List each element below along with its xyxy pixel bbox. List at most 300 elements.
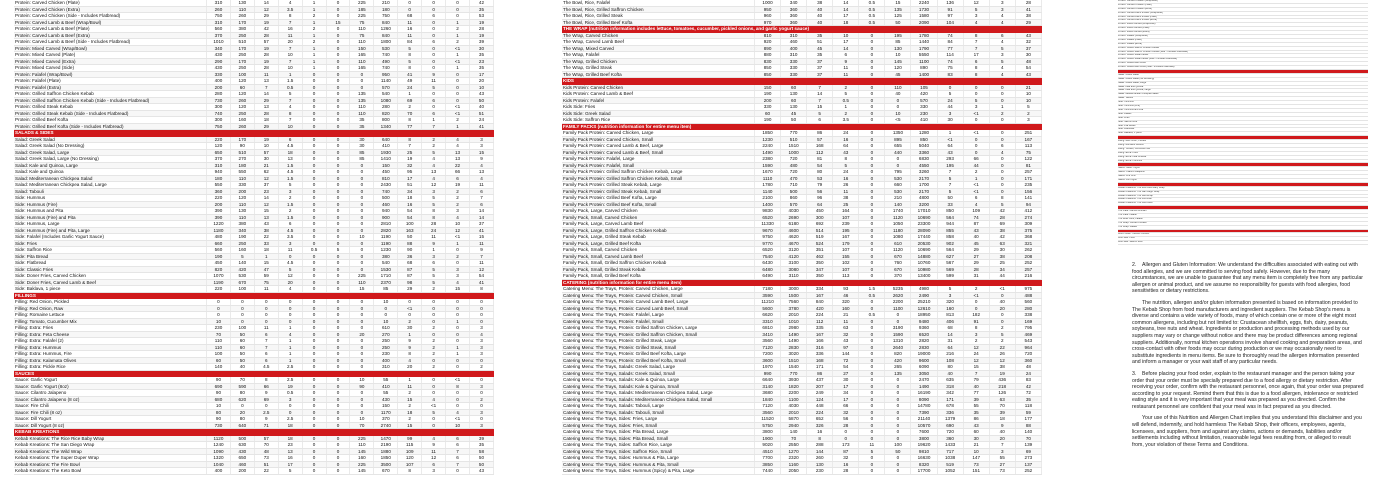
nutrient-value: 1000 [781, 149, 807, 156]
nutrient-value: 412 [1015, 208, 1041, 215]
item-name: Catering Menu: The Trays, Salads: Mediterranean Chickpea Salad, Small [562, 396, 755, 403]
nutrient-value: 0 [989, 318, 1015, 325]
nutrient-value: 1930 [374, 149, 398, 156]
nutrient-value: 1 [446, 65, 470, 72]
nutrient-value: 4 [398, 357, 422, 364]
thumbnail-row: Salad: Greek Salad (No Dressing) [1118, 78, 1368, 82]
nutrient-value: 2810 [374, 221, 398, 228]
nutrient-value: 0 [885, 416, 911, 423]
nutrient-value: 0 [885, 104, 911, 111]
nutrient-value: 260 [230, 123, 254, 130]
nutrient-value: 16630 [911, 455, 937, 462]
nutrient-value: 1 [398, 91, 422, 98]
nutrient-value: 11 [278, 32, 302, 39]
nutrient-value: 77 [937, 45, 963, 52]
nutrient-value: 11 [859, 442, 885, 449]
nutrient-value: 10 [207, 403, 231, 410]
nutrient-value: 3600 [755, 357, 781, 364]
nutrient-value: 334 [807, 286, 833, 293]
nutrient-value: 50 [885, 448, 911, 455]
item-name: Catering Menu: The Trays, Sides: Hummus (Spicy) & Pita, Large [562, 468, 755, 475]
nutrient-value: 0 [302, 273, 326, 280]
item-name: Catering Menu: The Trays, Sides: Saffron Rice, Large [562, 442, 755, 449]
nutrient-value: 1900 [755, 435, 781, 442]
nutrient-value: 11 [398, 19, 422, 26]
nutrient-value: 0 [469, 403, 493, 410]
nutrient-value: 0 [859, 435, 885, 442]
nutrient-value: 86 [807, 130, 833, 137]
nutrient-value: 0 [446, 0, 470, 6]
nutrient-value: 9 [422, 71, 446, 78]
nutrient-value: 3 [1015, 117, 1041, 124]
nutrient-value: 32 [833, 331, 859, 338]
nutrient-value: 0 [989, 91, 1015, 98]
nutrient-value: 68 [398, 13, 422, 20]
nutrient-value: 6 [422, 260, 446, 267]
item-name: Sauce: Dill Yogurt (8 oz) [14, 422, 207, 429]
item-name: Catering Menu: The Trays, Salads: Kale & Quinoa, Large [562, 377, 755, 384]
item-name: Protein: Grilled Saffron Chicken Kebab [14, 91, 207, 98]
nutrient-value: 0 [350, 325, 374, 332]
nutrient-value: 177 [1015, 416, 1041, 423]
nutrient-value: 2 [302, 39, 326, 46]
thumbnail-row: Side: Hummus (Fire) [1118, 105, 1368, 109]
nutrient-value: 0 [398, 312, 422, 319]
nutrient-value: 300 [207, 117, 231, 124]
nutrient-value: 0 [350, 188, 374, 195]
nutrient-value: 564 [937, 214, 963, 221]
item-name: Family Pack, Small, Grilled Saffron Chicken Kebab [562, 260, 755, 267]
nutrient-value: 1.5 [278, 214, 302, 221]
nutrient-value: 2830 [911, 344, 937, 351]
nutrient-value: 29 [963, 247, 989, 254]
item-name: Filling: Extra: Hummus, Fire [14, 351, 207, 358]
item-name: The Bowl, Rice, Grilled Beef Kofta [562, 19, 755, 26]
nutrient-value: 0 [326, 351, 350, 358]
thumbnail-row: Side: Hummus [1118, 101, 1368, 105]
nutrient-value: 1470 [374, 435, 398, 442]
nutrient-value: 2320 [781, 455, 807, 462]
nutrient-value: 1052 [937, 468, 963, 475]
nutrient-value: 1 [302, 6, 326, 13]
nutrient-value: 2 [446, 201, 470, 208]
nutrient-value: 5 [937, 175, 963, 182]
nutrient-value: 41 [469, 123, 493, 130]
section-title: FILLINGS [14, 292, 494, 299]
nutrient-value: 1379 [937, 416, 963, 423]
nutrient-value: 4 [278, 286, 302, 293]
nutrient-value: 0 [446, 6, 470, 13]
nutrient-value: 2 [989, 110, 1015, 117]
nutrient-value: 42 [989, 234, 1015, 241]
nutrient-value: 0 [326, 286, 350, 293]
nutrient-value: 41 [398, 71, 422, 78]
nutrient-value: 850 [755, 65, 781, 72]
nutrient-value: 440 [885, 149, 911, 156]
nutrient-value: 140 [230, 260, 254, 267]
nutrient-value: 0 [422, 299, 446, 306]
nutrient-value: 0 [302, 455, 326, 462]
nutrient-value: 0 [859, 175, 885, 182]
nutrient-value: 326 [807, 422, 833, 429]
nutrient-value: 6 [278, 136, 302, 143]
nutrient-value: 74 [937, 32, 963, 39]
nutrient-value: 692 [807, 221, 833, 228]
nutrient-value: 0 [326, 162, 350, 169]
nutrient-value: <1 [963, 182, 989, 189]
nutrient-value: 70 [781, 435, 807, 442]
nutrient-value: 720 [1015, 351, 1041, 358]
nutrient-value: 6 [469, 201, 493, 208]
nutrient-value: 83 [937, 71, 963, 78]
nutrient-value: 20 [989, 435, 1015, 442]
nutrient-value: 858 [937, 234, 963, 241]
nutrient-value: 620 [230, 396, 254, 403]
nutrient-value: 120 [207, 143, 231, 150]
nutrient-value: 43 [1015, 71, 1041, 78]
nutrient-value: 70 [350, 422, 374, 429]
nutrient-value: 46 [833, 292, 859, 299]
section-title: SAUCES [14, 370, 494, 377]
item-name: Protein: Falafel (Plate) [14, 78, 207, 85]
nutrient-value: 1 [989, 104, 1015, 111]
item-name: Family Pack, Large, Carved Lamb Beef [562, 221, 755, 228]
nutrient-value: 0 [859, 318, 885, 325]
nutrient-value: 0 [859, 455, 885, 462]
item-name: Catering Menu: The Trays, Sides: Saffron Rice, Small [562, 448, 755, 455]
nutrient-value: 9670 [755, 227, 781, 234]
nutrient-value: 0 [885, 461, 911, 468]
nutrient-value: 257 [1015, 266, 1041, 273]
nutrient-value: 1270 [781, 448, 807, 455]
thumbnail-row: Kebab Kreations: The San Diego Wrap [1118, 191, 1368, 195]
nutrient-value: 9 [469, 247, 493, 254]
nutrient-value: 60 [230, 344, 254, 351]
nutrient-value: 2010 [781, 409, 807, 416]
nutrient-value: <1 [398, 305, 422, 312]
nutrient-value: 200 [207, 84, 231, 91]
nutrient-value: 640 [374, 136, 398, 143]
nutrient-value: 2170 [911, 175, 937, 182]
thumbnail-row: Kebab Kreations: The Keto Bowl [1118, 202, 1368, 206]
nutrient-value: 54 [833, 364, 859, 371]
nutrient-value: 16 [398, 201, 422, 208]
nutrient-value: 3020 [781, 351, 807, 358]
nutrient-value: 33 [937, 201, 963, 208]
nutrient-value: 430 [207, 52, 231, 59]
nutrient-value: 85 [374, 286, 398, 293]
nutrient-value: 1 [422, 247, 446, 254]
nutrient-value: 40 [807, 13, 833, 20]
item-name: Kebab Kreations: The Rice Rice Baby Wrap [14, 435, 207, 442]
nutrient-value: 2940 [781, 422, 807, 429]
nutrient-value: 19 [254, 58, 278, 65]
nutrient-value: 4 [422, 396, 446, 403]
item-name: Side: Doner Fries, Carved Lamb & Beef [14, 279, 207, 286]
nutrient-value: 3 [963, 104, 989, 111]
nutrient-value: 19 [469, 19, 493, 26]
nutrient-value: 310 [781, 52, 807, 59]
nutrient-value: 74 [963, 214, 989, 221]
nutrient-value: 60 [781, 84, 807, 91]
nutrient-value: 43 [1015, 32, 1041, 39]
nutrient-value: 167 [833, 234, 859, 241]
thumbnail-row: Protein: Carved Lamb & Beef (Wrap/Bowl) [1118, 12, 1368, 16]
nutrient-value: 1510 [781, 357, 807, 364]
thumbnail-row: Side: Saffron Rice [1118, 121, 1368, 125]
nutrient-value: 19 [989, 370, 1015, 377]
nutrient-value: 87 [398, 266, 422, 273]
nutrient-value: 0 [859, 409, 885, 416]
nutrient-value: 720 [781, 169, 807, 176]
nutrient-value: 43 [963, 422, 989, 429]
nutrient-value: 2.5 [254, 409, 278, 416]
nutrient-value: 13 [254, 214, 278, 221]
nutrient-value: 964 [1015, 344, 1041, 351]
nutrient-value: 35 [469, 65, 493, 72]
nutrient-value: 3190 [885, 325, 911, 332]
nutrient-value: 2 [1015, 110, 1041, 117]
nutrient-value: 11 [398, 383, 422, 390]
nutrient-value: 3500 [374, 461, 398, 468]
nutrient-value: 19 [254, 45, 278, 52]
thumbnail-row: Side: Falafel [1118, 113, 1368, 117]
nutrient-value: 3 [469, 351, 493, 358]
nutrient-value: 0 [859, 370, 885, 377]
nutrient-value: 144 [833, 351, 859, 358]
nutrient-value: 120 [230, 104, 254, 111]
item-name: Catering Menu: The Trays, Sides: Fries, Small [562, 422, 755, 429]
item-name: Catering Menu: The Trays, Protein: Grilled Beef Kofta, Large [562, 351, 755, 358]
nutrient-value: 55 [963, 403, 989, 410]
nutrient-value: 800 [374, 117, 398, 124]
nutrient-value: 23 [254, 188, 278, 195]
nutrient-value: 0 [350, 344, 374, 351]
nutrient-value: 110 [207, 344, 231, 351]
nutrient-value: 11 [833, 65, 859, 72]
nutrient-value: 0 [422, 0, 446, 6]
nutrient-value: 22 [989, 344, 1015, 351]
nutrient-value: 0 [422, 65, 446, 72]
nutrient-value: 20 [469, 78, 493, 85]
nutrient-value: 70 [230, 377, 254, 384]
nutrient-value: 250 [230, 52, 254, 59]
nutrient-value: 0 [326, 383, 350, 390]
nutrient-value: 0 [859, 305, 885, 312]
nutrient-value: 0 [859, 143, 885, 150]
nutrient-value: 110 [350, 39, 374, 46]
item-name: Family Pack Protein: Carved Lamb & Beef, Small [562, 149, 755, 156]
item-name: Family Pack, Small, Carved Lamb Beef [562, 253, 755, 260]
nutrient-value: 670 [230, 279, 254, 286]
nutrient-value: 0.5 [859, 13, 885, 20]
nutrient-value: 514 [807, 227, 833, 234]
nutrient-value: 91 [937, 6, 963, 13]
nutrient-value: 640 [230, 422, 254, 429]
nutrient-value: 43 [963, 227, 989, 234]
nutrient-value: 0 [446, 260, 470, 267]
nutrient-value: 139 [1015, 442, 1041, 449]
nutrient-value: 855 [937, 227, 963, 234]
paragraph-number: 3. [1132, 370, 1137, 377]
nutrient-value: 118 [1015, 403, 1041, 410]
nutrient-value: 0 [859, 162, 885, 169]
nutrient-value: 890 [911, 65, 937, 72]
nutrient-value: 54 [398, 214, 422, 221]
nutrient-value: 0 [302, 221, 326, 228]
nutrient-value: 0 [859, 71, 885, 78]
nutrient-value: 64 [833, 143, 859, 150]
nutrient-value: 43 [833, 338, 859, 345]
nutrient-value: 3930 [781, 377, 807, 384]
nutrient-value: 0 [302, 149, 326, 156]
nutrient-value: 0 [446, 312, 470, 319]
nutrient-value: 850 [755, 71, 781, 78]
nutrient-value: 7 [254, 344, 278, 351]
nutrient-value: 0 [350, 312, 374, 319]
nutrient-value: 0 [302, 286, 326, 293]
nutrient-value: 225 [350, 461, 374, 468]
nutrient-value: 2 [422, 136, 446, 143]
nutrient-value: 3 [422, 468, 446, 475]
nutrient-value: 3 [937, 110, 963, 117]
nutrient-value: 57 [807, 136, 833, 143]
nutrient-value: 0 [326, 195, 350, 202]
nutrient-value: 0 [230, 318, 254, 325]
nutrient-value: 2 [422, 344, 446, 351]
nutrient-value: 30 [833, 377, 859, 384]
nutrient-value: 41 [1015, 6, 1041, 13]
nutrient-value: 120 [230, 195, 254, 202]
nutrient-value: 1120 [885, 247, 911, 254]
nutrient-value: 0 [326, 455, 350, 462]
item-name: Catering Menu: The Trays, Protein: Carved Lamb Beef, Small [562, 305, 755, 312]
item-name: Filling: Extra: Pickle Rice [14, 364, 207, 371]
nutrient-value: 28 [254, 32, 278, 39]
nutrient-value: 1 [278, 357, 302, 364]
nutrient-value: 540 [374, 91, 398, 98]
nutrient-value: 170 [230, 58, 254, 65]
nutrient-value: 30 [1015, 52, 1041, 59]
nutrient-value: 0 [859, 58, 885, 65]
nutrient-value: 2 [989, 325, 1015, 332]
nutrient-value: 0 [859, 383, 885, 390]
nutrient-value: 13 [446, 156, 470, 163]
item-name: Catering Menu: The Trays, Protein: Grilled Saffron Chicken, Small [562, 331, 755, 338]
nutrient-value: 63 [833, 325, 859, 332]
nutrient-value: 1.5 [278, 201, 302, 208]
nutrient-value: 4030 [781, 208, 807, 215]
nutrient-value: 0 [350, 214, 374, 221]
nutrient-value: 7 [937, 182, 963, 189]
nutrient-value: 29 [963, 260, 989, 267]
nutrient-value: 0 [326, 253, 350, 260]
nutrient-value: 10 [350, 377, 374, 384]
nutrient-value: 40 [230, 364, 254, 371]
item-name: Sauce: Fire Chili (8 oz) [14, 409, 207, 416]
nutrient-value: 2190 [374, 442, 398, 449]
nutrient-value: 0 [859, 65, 885, 72]
item-name: Salad: Kale and Quinoa [14, 169, 207, 176]
nutrient-value: 210 [374, 0, 398, 6]
nutrient-value: 340 [781, 0, 807, 6]
nutrient-value: 74 [937, 58, 963, 65]
nutrient-value: 0 [302, 84, 326, 91]
nutrient-value: 230 [207, 325, 231, 332]
nutrient-value: 0 [350, 71, 374, 78]
nutrient-value: 94 [1015, 201, 1041, 208]
nutrient-value: 0 [302, 435, 326, 442]
item-name: Catering Menu: The Trays, Protein: Falafel, Large [562, 312, 755, 319]
nutrient-value: 320 [937, 299, 963, 306]
nutrient-value: 480 [781, 162, 807, 169]
nutrient-value: 3 [989, 448, 1015, 455]
nutrient-value: 0 [446, 468, 470, 475]
nutrient-value: 944 [937, 221, 963, 228]
nutrient-value: 34 [398, 188, 422, 195]
thumbnail-row: The Bowl: Rice, Falafel [1118, 218, 1368, 222]
thumbnail-row: Salad: Kale and Quinoa [1118, 86, 1368, 90]
nutrient-value: 0 [859, 104, 885, 111]
nutrient-value: 880 [755, 52, 781, 59]
nutrient-value: 1160 [781, 461, 807, 468]
nutrient-value: 90 [398, 247, 422, 254]
nutrient-value: 1820 [781, 383, 807, 390]
nutrient-value: 8 [398, 65, 422, 72]
thumbnail-row: Protein: Grilled Saffron Chicken Kebab [1118, 47, 1368, 51]
nutrient-value: 6480 [755, 266, 781, 273]
nutrient-value: 2980 [781, 325, 807, 332]
nutrient-value: 3 [963, 13, 989, 20]
nutrient-value: 3 [422, 188, 446, 195]
nutrient-value: 6520 [755, 247, 781, 254]
nutrient-value: 1540 [781, 364, 807, 371]
nutrient-value: 225 [350, 273, 374, 280]
nutrient-value: 0 [859, 351, 885, 358]
nutrient-value: 1280 [911, 130, 937, 137]
nutrient-value: 100 [230, 325, 254, 332]
nutrient-value: 1 [278, 325, 302, 332]
nutrient-value: 2 [422, 338, 446, 345]
nutrient-value: 97 [937, 13, 963, 20]
nutrient-value: 11 [469, 240, 493, 247]
nutrient-value: 125 [885, 13, 911, 20]
nutrient-value: 0 [885, 97, 911, 104]
nutrient-value: 0 [350, 338, 374, 345]
item-name: Protein: Mixed Carved (Wrap/Bowl) [14, 45, 207, 52]
nutrient-value: 30 [937, 117, 963, 124]
item-name: Sauce: Garlic Yogurt (8oz) [14, 383, 207, 390]
nutrient-value: 436 [989, 377, 1015, 384]
nutrient-value: 160 [937, 305, 963, 312]
nutrient-value: 115 [398, 442, 422, 449]
nutrient-value: 251 [1015, 130, 1041, 137]
nutrient-value: 225 [350, 13, 374, 20]
nutrient-value: 8 [807, 435, 833, 442]
nutrient-value: 0 [350, 227, 374, 234]
nutrient-value: 4 [989, 71, 1015, 78]
thumbnail-row: The Wrap: Falafel [1118, 226, 1368, 230]
nutrient-value: 1038 [937, 455, 963, 462]
nutrient-value: 80 [230, 390, 254, 397]
nutrient-value: 11 [278, 247, 302, 254]
nutrient-value: 43 [937, 149, 963, 156]
thumbnail-row: Salad: Tabouli [1118, 97, 1368, 101]
nutrient-value: 165 [350, 52, 374, 59]
nutrient-value: 0 [859, 247, 885, 254]
nutrient-value: 0 [963, 91, 989, 98]
nutrient-value: 0 [859, 338, 885, 345]
